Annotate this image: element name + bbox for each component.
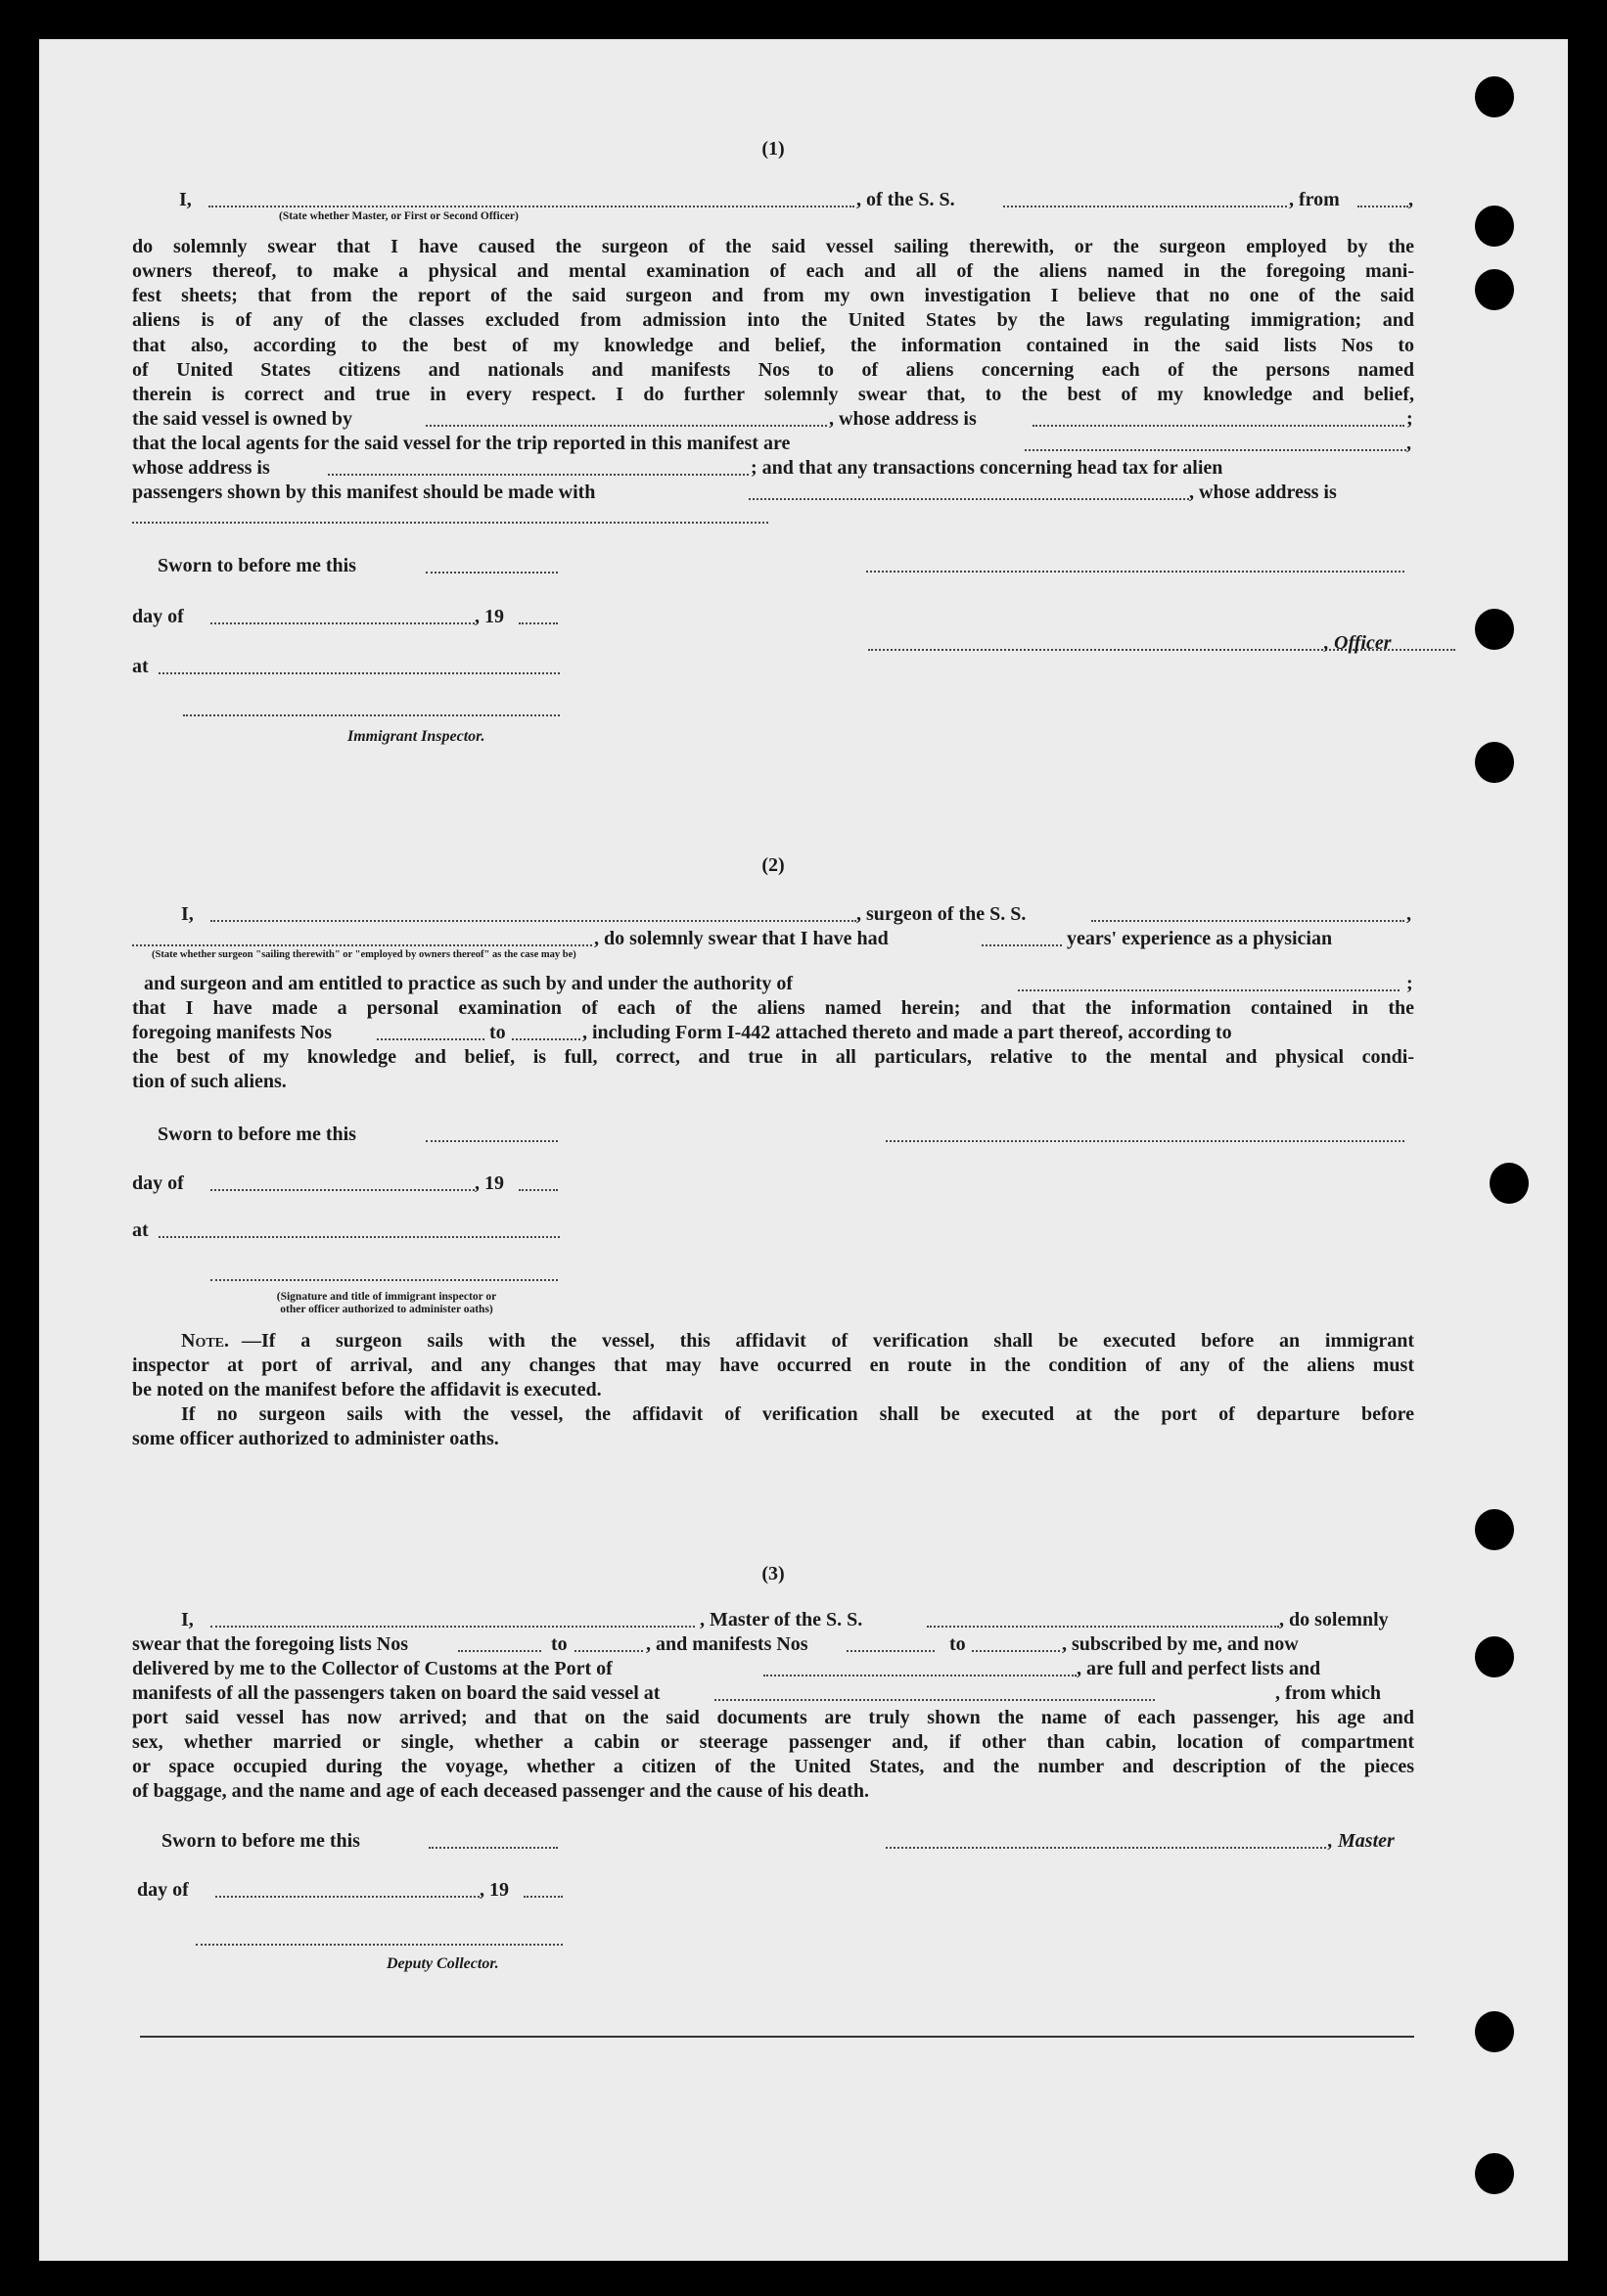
manifest-to-field[interactable] [512,1021,580,1040]
master-signature-field[interactable] [886,1829,1326,1849]
owner-address-field[interactable] [1033,407,1404,427]
punch-hole [1490,1163,1529,1204]
year-field[interactable] [519,605,558,624]
punch-hole [1475,206,1514,247]
ship-name-field[interactable] [1091,902,1404,922]
sworn-date-field[interactable] [426,554,558,574]
sworn-date-field[interactable] [426,1123,558,1142]
ship-name-field[interactable] [927,1608,1279,1628]
surgeon-signature-field[interactable] [886,1140,1404,1142]
lists-from-field[interactable] [458,1632,541,1652]
master-label: , Master [1328,1830,1395,1852]
inspector-signature-field[interactable] [183,714,560,716]
agents-address-field[interactable] [328,456,749,476]
section-number: (2) [761,854,785,876]
punch-hole [1475,76,1514,117]
owner-field[interactable] [426,407,827,427]
officer-title-field[interactable] [208,188,854,207]
collector-label: Deputy Collector. [387,1955,499,1972]
manifests-to-field[interactable] [972,1632,1060,1652]
officer-caption: (State whether Master, or First or Second Officer) [279,210,519,222]
surgeon-name-field[interactable] [210,902,856,922]
day-month-field[interactable] [210,1171,475,1191]
day-month-field[interactable] [215,1878,480,1898]
section-number: (1) [761,138,785,160]
affiant-signature-field[interactable] [866,571,1404,573]
from-port-field[interactable] [1357,188,1408,207]
inspector-label: Immigrant Inspector. [347,728,485,745]
local-agents-field[interactable] [1025,432,1406,451]
manifest-from-field[interactable] [377,1021,484,1040]
surgeon-status-field[interactable] [132,927,592,946]
line-1: I, , of the S. S. , from , [179,189,1413,210]
signature-caption: (Signature and title of immigrant inspector or other officer authorized to administer oaths) [276,1291,497,1315]
place-field[interactable] [159,1218,560,1238]
lists-to-field[interactable] [574,1632,643,1652]
manifests-from-field[interactable] [847,1632,935,1652]
master-name-field[interactable] [210,1608,695,1628]
punch-hole [1475,269,1514,310]
head-tax-contact-field[interactable] [749,481,1189,500]
inspector-signature-field[interactable] [210,1279,558,1281]
ship-name-field[interactable] [1003,188,1287,207]
place-field[interactable] [159,655,560,674]
year-field[interactable] [519,1171,558,1191]
authority-field[interactable] [1018,972,1400,991]
punch-hole [1475,1636,1514,1677]
punch-hole [1475,742,1514,783]
punch-hole [1475,609,1514,650]
contact-address-field[interactable] [132,522,768,524]
officer-label: , Officer [1324,632,1392,654]
day-month-field[interactable] [210,605,475,624]
section-number: (3) [761,1563,785,1584]
bottom-rule [140,2036,1414,2038]
punch-hole [1475,2011,1514,2052]
sworn-date-field[interactable] [429,1829,558,1849]
surgeon-caption: (State whether surgeon "sailing therewith" or "employed by owners thereof" as the case may be) [152,949,576,960]
punch-hole [1475,2153,1514,2194]
collector-signature-field[interactable] [196,1944,563,1946]
punch-hole [1475,1509,1514,1550]
year-field[interactable] [524,1878,563,1898]
departure-port-field[interactable] [714,1681,1155,1701]
note-line-1: Note. —If a surgeon sails with the vessel, this affidavit of verification shall be executed before an immigrant [181,1330,1414,1352]
port-field[interactable] [763,1657,1077,1676]
years-field[interactable] [982,927,1062,946]
